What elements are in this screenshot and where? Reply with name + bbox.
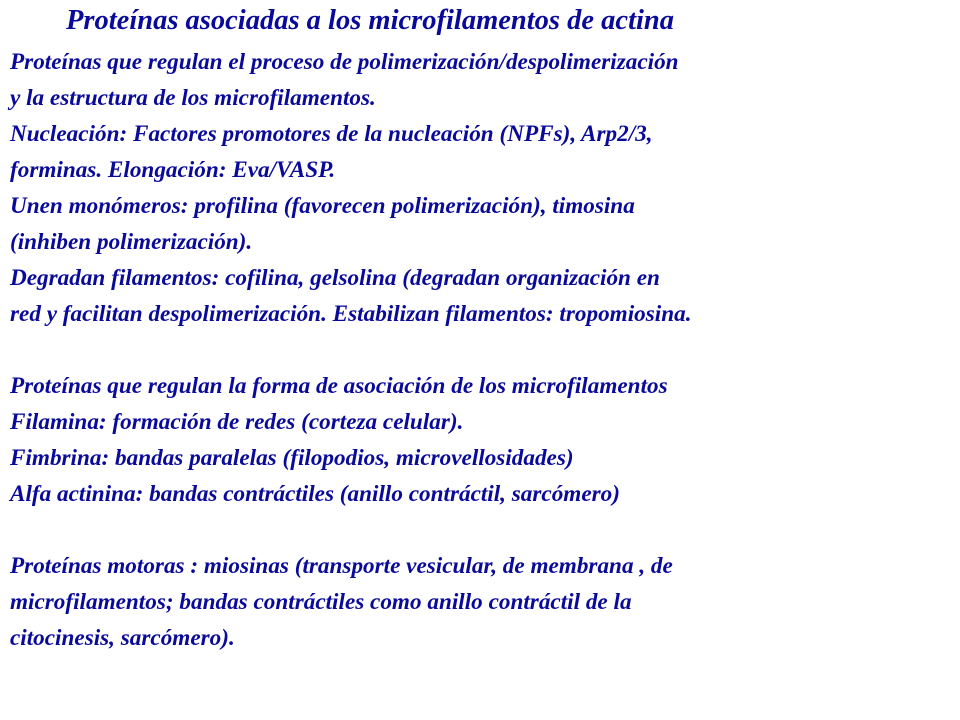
blank-line (10, 512, 955, 548)
text-line: Degradan filamentos: cofilina, gelsolina (degradan organización en (10, 265, 660, 291)
text-line: Proteínas que regulan el proceso de polimerización/despolimerización (10, 49, 679, 75)
text-line: Nucleación: Factores promotores de la nucleación (NPFs), Arp2/3, (10, 121, 653, 147)
slide-body (10, 44, 955, 656)
text-line: citocinesis, sarcómero). (10, 625, 235, 651)
text-line: Fimbrina: bandas paralelas (filopodios, microvellosidades) (10, 445, 574, 471)
text-line: Alfa actinina: bandas contráctiles (anillo contráctil, sarcómero) (10, 481, 620, 507)
slide-title: Proteínas asociadas a los microfilamentos de actina (66, 5, 675, 36)
text-line: forminas. Elongación: Eva/VASP. (10, 157, 336, 183)
text-line: microfilamentos; bandas contráctiles como anillo contráctil de la (10, 589, 632, 615)
section-heading: Proteínas que regulan la forma de asociación de los microfilamentos (10, 373, 668, 399)
text-line: y la estructura de los microfilamentos. (10, 85, 376, 111)
text-line: (inhiben polimerización). (10, 229, 253, 255)
blank-line (10, 332, 955, 368)
text-line: red y facilitan despolimerización. Estabilizan filamentos: tropomiosina. (10, 301, 692, 327)
text-line: Filamina: formación de redes (corteza celular). (10, 409, 464, 435)
text-line: Unen monómeros: profilina (favorecen polimerización), timosina (10, 193, 635, 219)
text-line: Proteínas motoras : miosinas (transporte vesicular, de membrana , de (10, 553, 673, 579)
